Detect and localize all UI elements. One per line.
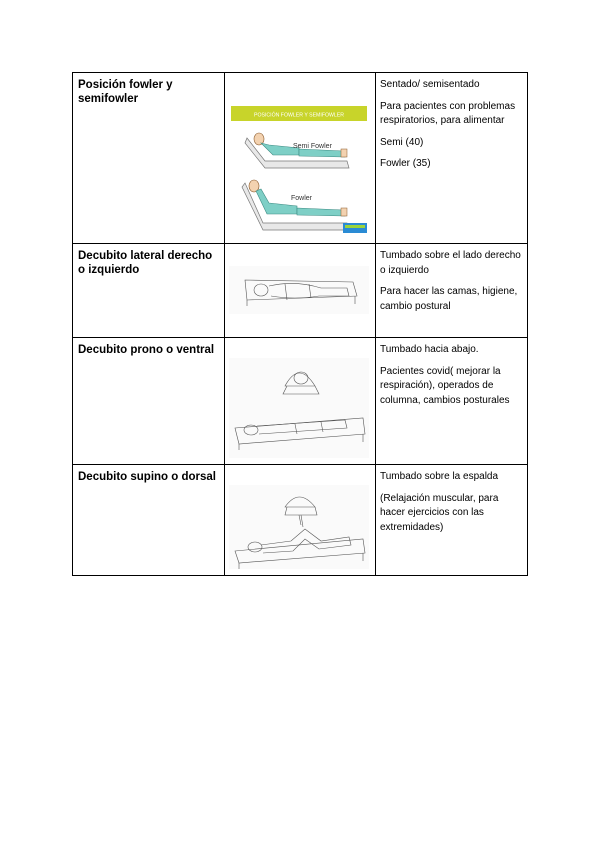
description-line: Fowler (35) <box>380 158 431 169</box>
semi-fowler-label: Semi Fowler <box>293 143 332 150</box>
description-line: Para pacientes con problemas respiratorios, para alimentar <box>380 100 516 126</box>
position-description-cell <box>376 465 528 576</box>
description-line: Tumbado sobre el lado derecho o izquierdo <box>380 250 521 276</box>
position-image-cell <box>225 465 376 576</box>
position-description <box>376 73 527 172</box>
position-name: Decubito supino o dorsal <box>78 471 217 483</box>
position-image-cell <box>225 244 376 338</box>
brand-logo-stripe <box>345 225 365 228</box>
position-image-cell <box>225 73 376 244</box>
description-line: Para hacer las camas, higiene, cambio postural <box>380 286 518 312</box>
position-description <box>376 244 527 314</box>
table-row <box>73 73 528 244</box>
description-line: Tumbado sobre la espalda <box>380 471 499 482</box>
position-description <box>376 465 527 535</box>
position-name: Decubito prono o ventral <box>78 344 215 356</box>
description-line: Sentado/ semisentado <box>380 79 480 90</box>
lateral-decubitus-sketch-icon <box>225 244 376 337</box>
fowler-figure <box>242 180 349 230</box>
semi-fowler-figure <box>245 133 349 168</box>
description-line: Tumbado hacia abajo. <box>380 344 479 355</box>
banner-text: POSICIÓN FOWLER Y SEMIFOWLER <box>253 112 345 119</box>
position-image-cell <box>225 338 376 465</box>
position-description-cell <box>376 244 528 338</box>
description-line: (Relajación muscular, para hacer ejercicios con las extremidades) <box>380 492 499 533</box>
table-row <box>73 338 528 465</box>
position-description-cell <box>376 338 528 465</box>
table-row <box>73 244 528 338</box>
position-name-cell <box>73 73 225 244</box>
description-line: Semi (40) <box>380 136 424 148</box>
fowler-label: Fowler <box>291 195 313 202</box>
fowler-positions-illustration-icon <box>225 73 376 243</box>
table-row <box>73 465 528 576</box>
position-name-cell <box>73 244 225 338</box>
position-name: Decubito lateral derecho o izquierdo <box>78 250 213 276</box>
description-line: Pacientes covid( mejorar la respiración), operados de columna, cambios posturales <box>380 365 510 406</box>
position-description-cell <box>376 73 528 244</box>
supine-position-sketch-icon <box>225 465 376 575</box>
prone-position-sketch-icon <box>225 338 376 464</box>
position-name-cell <box>73 465 225 576</box>
position-name: Posición fowler y semifowler <box>78 79 173 105</box>
patient-positions-table <box>72 72 528 576</box>
position-description <box>376 338 527 408</box>
position-name-cell <box>73 338 225 465</box>
